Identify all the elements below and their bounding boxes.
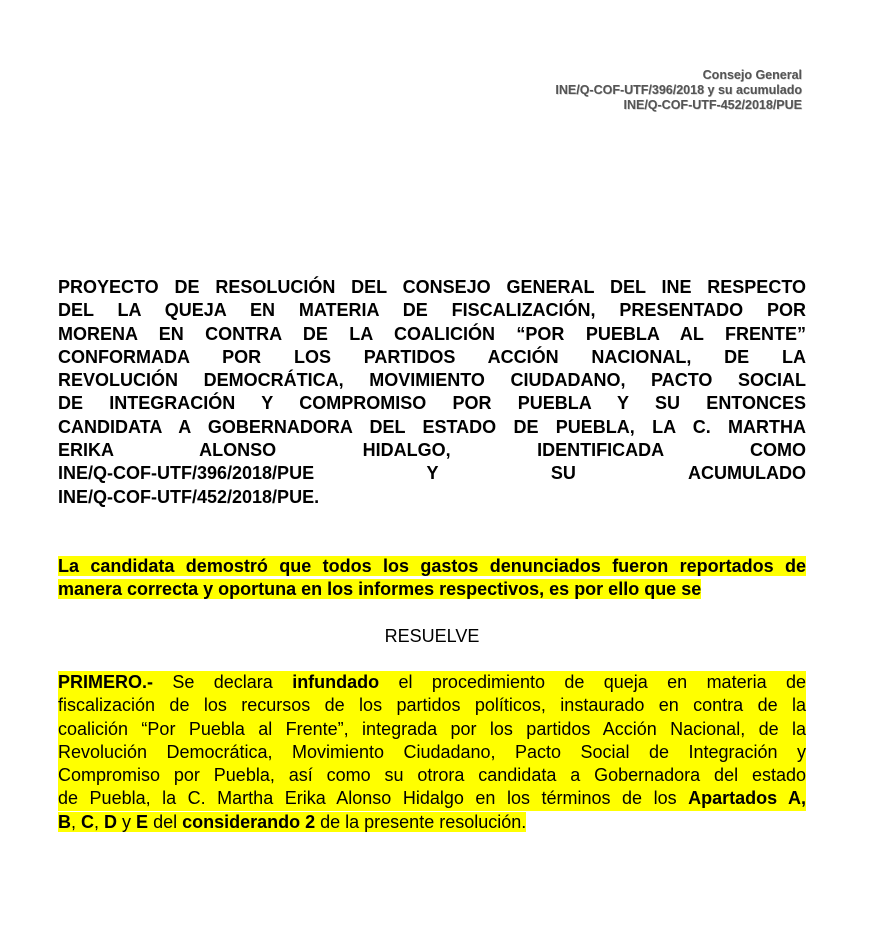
apartado-b: B bbox=[58, 811, 71, 832]
conjunction: y bbox=[117, 811, 137, 832]
connector: del bbox=[148, 811, 183, 832]
header-organ: Consejo General bbox=[702, 68, 802, 82]
title-line: INE/Q-COF-UTF/452/2018/PUE. bbox=[58, 486, 320, 507]
primero-text: de Puebla, la C. Martha Erika Alonso Hidalgo en los términos de los bbox=[58, 788, 689, 809]
title-line: CANDIDATA A GOBERNADORA DEL ESTADO DE PUEBLA, LA C. MARTHA bbox=[58, 416, 806, 437]
separator: , bbox=[71, 811, 82, 832]
intro-line: La candidata demostró que todos los gastos denunciados fueron reportados de bbox=[58, 556, 806, 576]
apartado-e: E bbox=[136, 811, 149, 832]
title-line: PROYECTO DE RESOLUCIÓN DEL CONSEJO GENERAL DEL INE RESPECTO bbox=[58, 277, 806, 297]
primero-line: Compromiso por Puebla, así como su otrora candidata a Gobernadora del estado bbox=[58, 764, 806, 787]
primero-label: PRIMERO.- bbox=[58, 672, 154, 692]
intro-line: manera correcta y oportuna en los informes respectivos, es por ello que se bbox=[58, 579, 702, 600]
title-line: CONFORMADA POR LOS PARTIDOS ACCIÓN NACIONAL, DE LA bbox=[58, 346, 806, 367]
apartado-d: D bbox=[104, 811, 118, 832]
primero-text: Se declara bbox=[153, 672, 293, 692]
infundado-term: infundado bbox=[292, 672, 380, 692]
apartado-c: C bbox=[81, 811, 95, 832]
primero-line: coalición “Por Puebla al Frente”, integrada por los partidos Acción Nacional, de la bbox=[58, 718, 806, 741]
title-line: REVOLUCIÓN DEMOCRÁTICA, MOVIMIENTO CIUDADANO, PACTO SOCIAL bbox=[58, 370, 806, 391]
apartados-term: Apartados A, bbox=[688, 788, 806, 809]
resuelve-heading: RESUELVE bbox=[384, 626, 480, 646]
considerando-term: considerando 2 bbox=[182, 811, 316, 832]
header-accumulated-case: INE/Q-COF-UTF-452/2018/PUE bbox=[623, 98, 802, 112]
document-header bbox=[555, 68, 802, 113]
separator: , bbox=[94, 811, 105, 832]
primero-line: fiscalización de los recursos de los partidos políticos, instaurado en contra de la bbox=[58, 694, 806, 717]
header-case-number: INE/Q-COF-UTF/396/2018 y su acumulado bbox=[555, 83, 802, 97]
title-line: ERIKA ALONSO HIDALGO, IDENTIFICADA COMO bbox=[58, 440, 806, 461]
intro-paragraph bbox=[58, 555, 806, 602]
primero-ending: de la presente resolución. bbox=[315, 811, 527, 832]
title-line: DEL LA QUEJA EN MATERIA DE FISCALIZACIÓN, PRESENTADO POR bbox=[58, 300, 806, 321]
resolution-title bbox=[58, 276, 806, 509]
primero-text: el procedimiento de queja en materia de bbox=[379, 672, 806, 692]
title-line: INE/Q-COF-UTF/396/2018/PUE Y SU ACUMULADO bbox=[58, 463, 806, 484]
title-line: MORENA EN CONTRA DE LA COALICIÓN “POR PUEBLA AL FRENTE” bbox=[58, 323, 806, 344]
title-line: DE INTEGRACIÓN Y COMPROMISO POR PUEBLA Y SU ENTONCES bbox=[58, 393, 806, 414]
primero-paragraph bbox=[58, 671, 806, 834]
primero-line: Revolución Democrática, Movimiento Ciudadano, Pacto Social de Integración y bbox=[58, 741, 806, 764]
